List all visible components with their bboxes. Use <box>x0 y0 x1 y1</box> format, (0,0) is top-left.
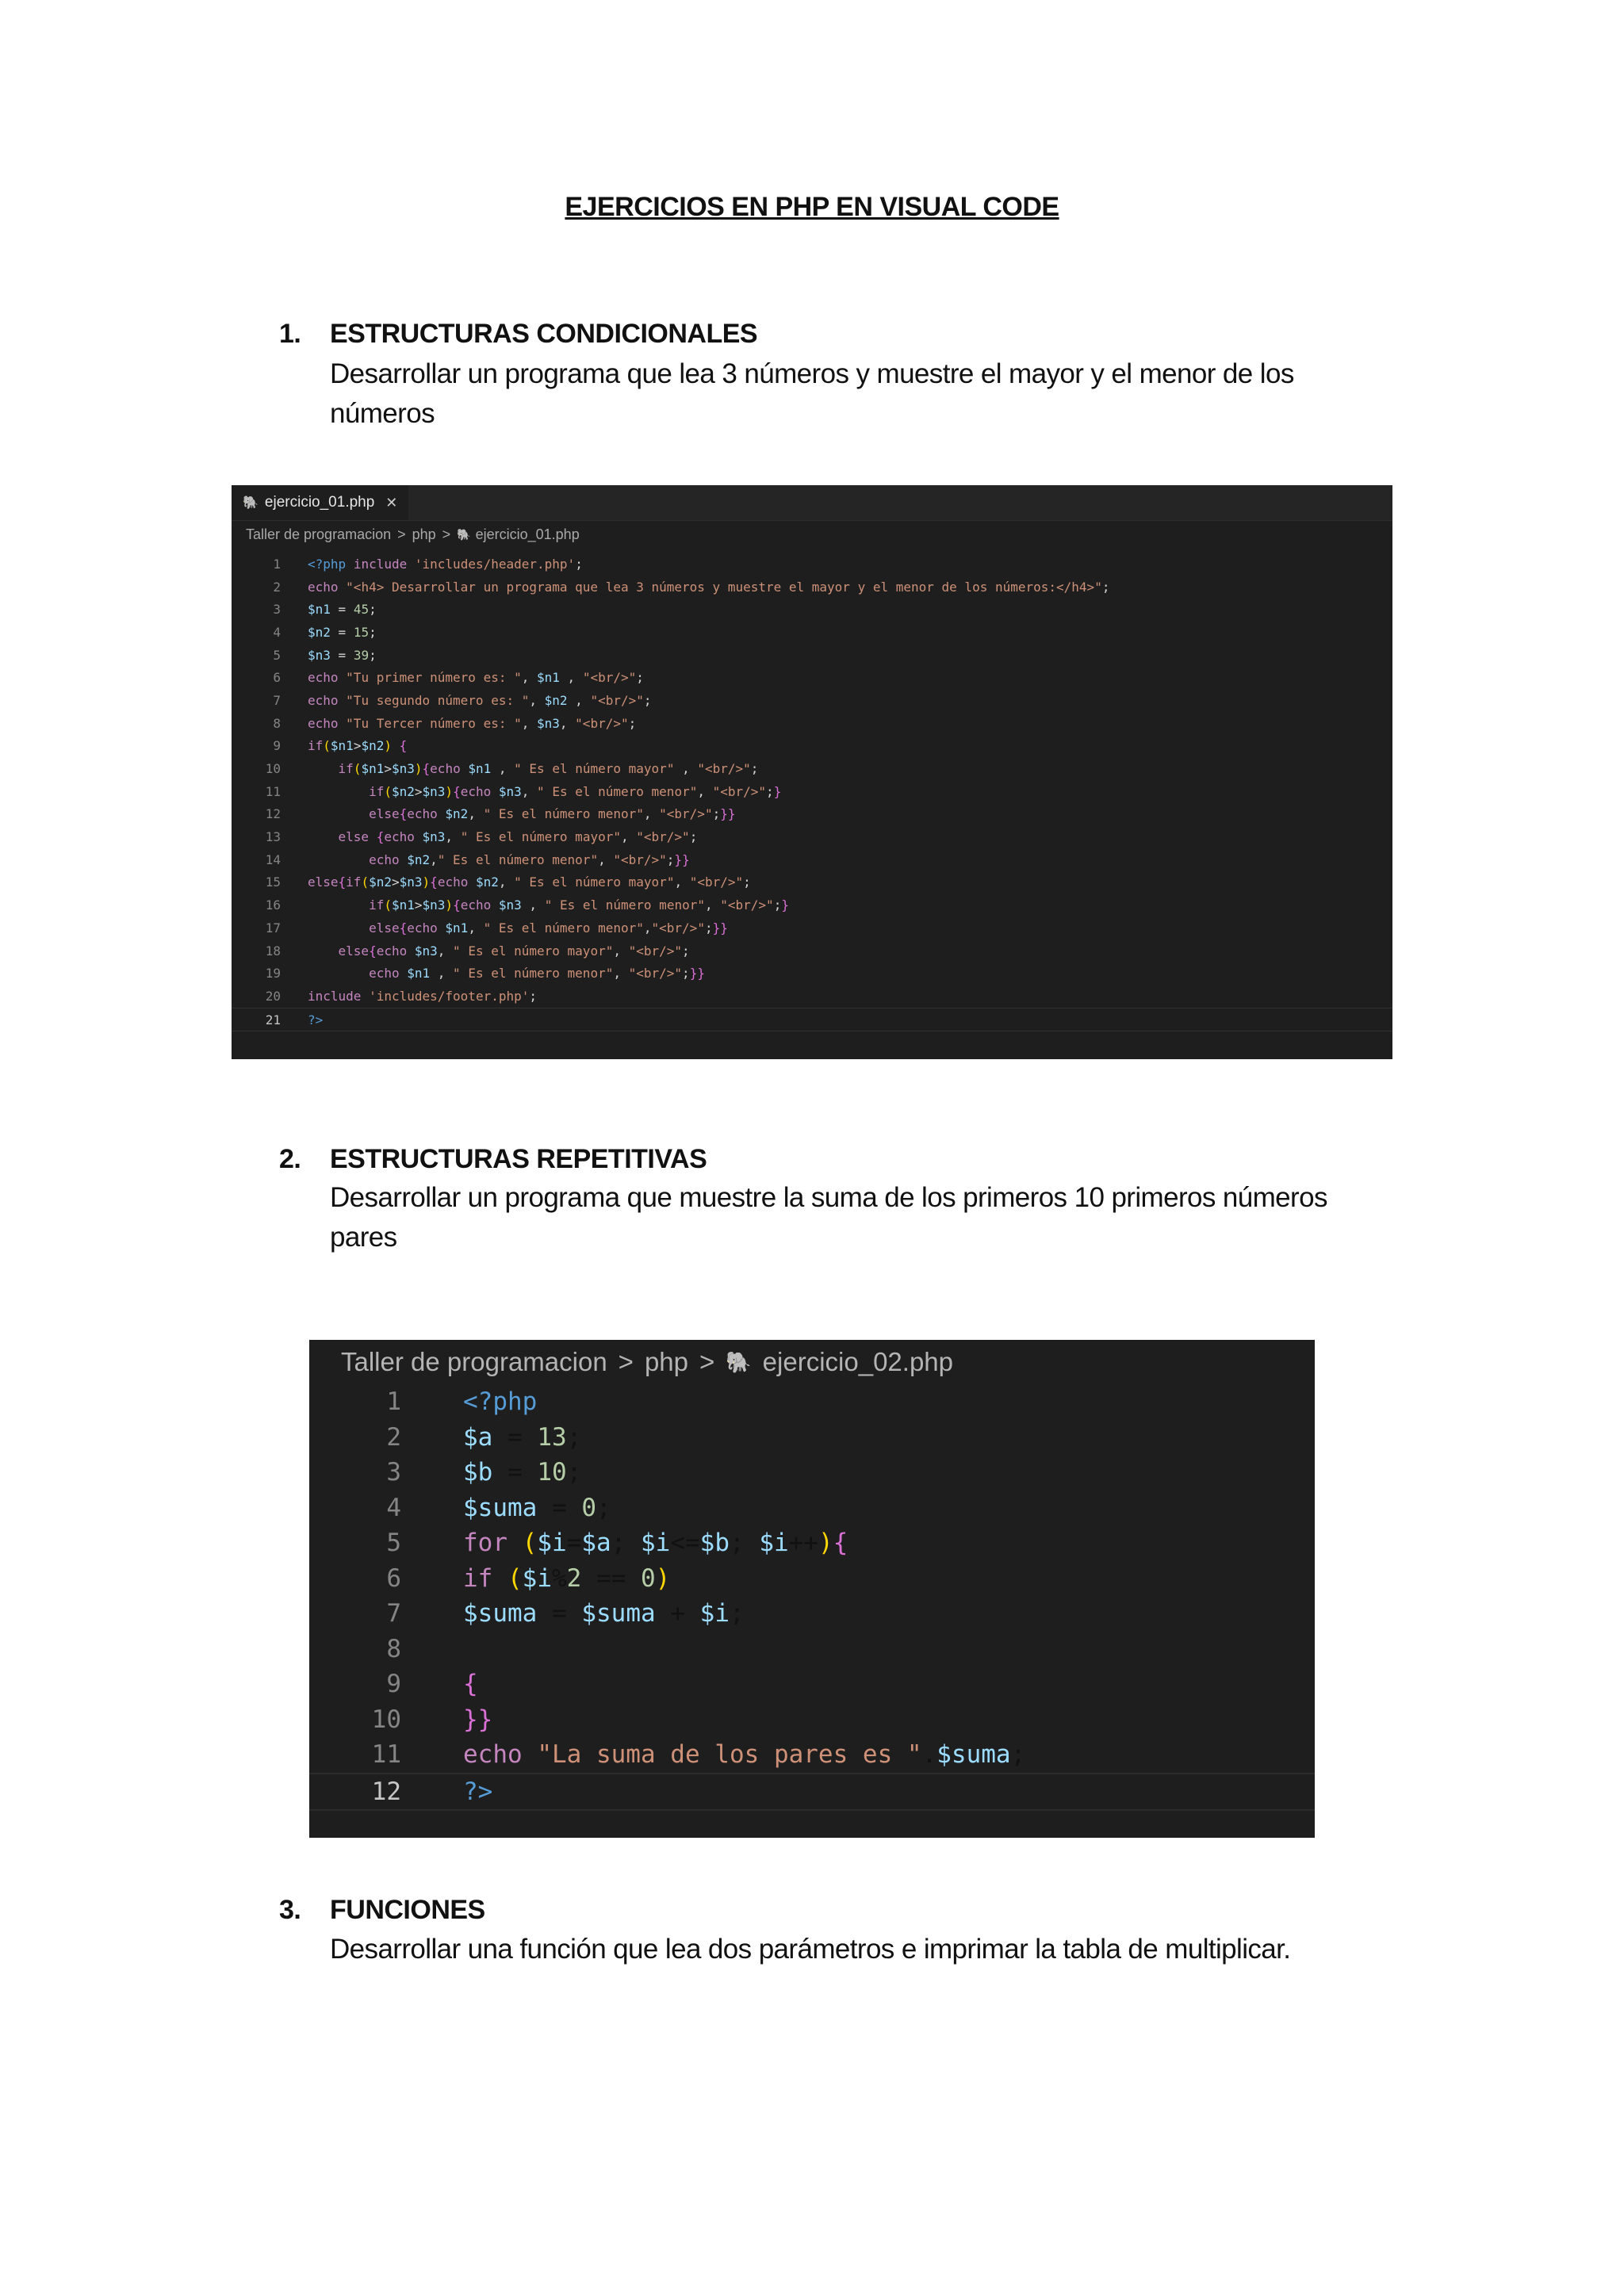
section-number: 1. <box>279 319 301 349</box>
code-text: include 'includes/footer.php'; <box>308 988 538 1004</box>
line-number: 1 <box>386 1387 401 1417</box>
line-number: 5 <box>273 647 281 663</box>
line-number: 6 <box>386 1563 401 1593</box>
code-text: }} <box>463 1705 493 1734</box>
code-text: ?> <box>308 1012 324 1027</box>
breadcrumb-item[interactable]: Taller de programacion <box>246 526 392 542</box>
code-line[interactable] <box>309 1702 1315 1738</box>
code-text: $a = 13; <box>463 1422 582 1452</box>
php-file-icon: 🐘 <box>457 527 471 541</box>
code-text: if ($i%2 == 0) <box>463 1563 671 1593</box>
code-text: else {echo $n3, " Es el número mayor", "<br/>"; <box>338 829 698 845</box>
line-number: 15 <box>265 874 281 890</box>
code-text: $n2 = 15; <box>308 624 377 640</box>
code-text: echo "Tu segundo número es: ", $n2 , "<br/>"; <box>308 692 652 708</box>
line-number: 12 <box>371 1777 401 1806</box>
code-text: $suma = $suma + $i; <box>463 1599 745 1628</box>
code-text: else{if($n2>$n3){echo $n2, " Es el número mayor", "<br/>"; <box>308 874 751 890</box>
section-1-heading <box>279 319 757 350</box>
code-line[interactable] <box>232 848 1392 871</box>
line-number: 6 <box>273 670 281 686</box>
line-number: 18 <box>265 943 281 959</box>
line-number: 7 <box>273 692 281 708</box>
breadcrumb-item[interactable]: ejercicio_02.php <box>762 1347 954 1376</box>
code-line[interactable] <box>309 1667 1315 1702</box>
code-line[interactable] <box>309 1420 1315 1456</box>
code-line[interactable] <box>309 1632 1315 1667</box>
code-text: $b = 10; <box>463 1458 582 1487</box>
line-number: 21 <box>265 1012 281 1027</box>
line-number: 14 <box>265 851 281 867</box>
section-title: ESTRUCTURAS CONDICIONALES <box>330 319 758 349</box>
code-line[interactable] <box>232 621 1392 644</box>
line-number: 20 <box>265 988 281 1004</box>
breadcrumb-item[interactable]: php <box>412 526 436 542</box>
section-number: 2. <box>279 1144 301 1174</box>
code-area[interactable] <box>232 548 1392 1031</box>
code-line[interactable] <box>232 735 1392 758</box>
code-text: for ($i=$a; $i<=$b; $i++){ <box>463 1529 848 1558</box>
code-line[interactable] <box>309 1737 1315 1773</box>
code-line[interactable] <box>309 1525 1315 1561</box>
section-3-heading <box>279 1895 485 1926</box>
line-number: 13 <box>265 829 281 845</box>
line-number: 3 <box>273 602 281 618</box>
code-text: if($n1>$n2) { <box>308 738 408 754</box>
code-line[interactable] <box>232 894 1392 916</box>
code-line[interactable] <box>309 1596 1315 1632</box>
breadcrumb-separator: > <box>397 526 406 542</box>
close-icon[interactable]: ✕ <box>385 494 398 511</box>
code-line[interactable] <box>232 644 1392 667</box>
section-1-description: Desarrollar un programa que lea 3 números y muestre el mayor y el menor de los números <box>330 358 1294 429</box>
php-file-icon: 🐘 <box>243 496 259 510</box>
code-line[interactable] <box>309 1490 1315 1526</box>
breadcrumb-item[interactable]: ejercicio_01.php <box>475 526 580 542</box>
line-number: 8 <box>273 715 281 731</box>
editor-tab[interactable] <box>232 485 408 520</box>
line-number: 5 <box>386 1529 401 1558</box>
line-number: 11 <box>371 1740 401 1770</box>
breadcrumb <box>309 1340 1315 1384</box>
line-number: 2 <box>273 579 281 595</box>
line-number: 4 <box>386 1493 401 1522</box>
code-text: { <box>463 1670 478 1699</box>
code-line[interactable] <box>232 780 1392 803</box>
code-line[interactable] <box>232 825 1392 848</box>
code-text: else{echo $n2, " Es el número menor", "<br/>";}} <box>369 806 736 822</box>
code-text: else{echo $n1, " Es el número menor","<br/>";}} <box>369 920 728 936</box>
code-text: $n1 = 45; <box>308 602 377 618</box>
section-title: ESTRUCTURAS REPETITIVAS <box>330 1144 707 1174</box>
line-number: 12 <box>265 806 281 822</box>
code-line[interactable] <box>232 871 1392 894</box>
code-text: ?> <box>463 1777 493 1806</box>
section-number: 3. <box>279 1895 301 1925</box>
code-line[interactable] <box>232 553 1392 576</box>
breadcrumb-item[interactable]: Taller de programacion <box>341 1347 607 1376</box>
code-text: <?php <box>463 1387 538 1417</box>
code-text: $suma = 0; <box>463 1493 611 1522</box>
code-line[interactable] <box>309 1561 1315 1597</box>
code-area[interactable] <box>309 1384 1315 1811</box>
code-line[interactable] <box>232 939 1392 962</box>
code-line[interactable] <box>232 666 1392 689</box>
php-file-icon: 🐘 <box>726 1349 752 1374</box>
line-number: 1 <box>273 556 281 572</box>
tab-label: ejercicio_01.php <box>264 494 375 511</box>
breadcrumb-separator: > <box>442 526 451 542</box>
code-text: if($n1>$n3){echo $n1 , " Es el número mayor" , "<br/>"; <box>338 761 759 777</box>
editor-tab-bar <box>232 485 1392 521</box>
line-number: 2 <box>386 1422 401 1452</box>
line-number: 7 <box>386 1599 401 1628</box>
breadcrumb-separator: > <box>699 1347 715 1376</box>
breadcrumb-item[interactable]: php <box>644 1347 689 1376</box>
code-text: echo $n2," Es el número menor", "<br/>";}} <box>369 851 690 867</box>
code-line[interactable] <box>232 1008 1392 1032</box>
code-text: if($n1>$n3){echo $n3 , " Es el número menor", "<br/>";} <box>369 897 789 913</box>
code-line[interactable] <box>232 916 1392 939</box>
line-number: 8 <box>386 1634 401 1663</box>
line-number: 19 <box>265 966 281 982</box>
section-title: FUNCIONES <box>330 1895 485 1925</box>
line-number: 16 <box>265 897 281 913</box>
code-line[interactable] <box>232 985 1392 1008</box>
section-3-description: Desarrollar una función que lea dos parámetros e imprimar la tabla de multiplicar. <box>330 1934 1291 1965</box>
line-number: 9 <box>273 738 281 754</box>
section-2-description: Desarrollar un programa que muestre la suma de los primeros 10 primeros números pares <box>330 1182 1327 1253</box>
code-text: <?php include 'includes/header.php'; <box>308 556 583 572</box>
code-text: echo "Tu Tercer número es: ", $n3, "<br/>"; <box>308 715 637 731</box>
code-line[interactable] <box>309 1384 1315 1420</box>
code-text: if($n2>$n3){echo $n3, " Es el número menor", "<br/>";} <box>369 783 782 799</box>
code-text: echo $n1 , " Es el número menor", "<br/>";}} <box>369 966 705 982</box>
code-text: echo "La suma de los pares es ".$suma; <box>463 1740 1026 1770</box>
line-number: 9 <box>386 1670 401 1699</box>
code-text: $n3 = 39; <box>308 647 377 663</box>
code-line[interactable] <box>232 689 1392 712</box>
code-line[interactable] <box>232 962 1392 985</box>
line-number: 17 <box>265 920 281 936</box>
code-line[interactable] <box>232 757 1392 780</box>
line-number: 10 <box>371 1705 401 1734</box>
code-editor-screenshot-1 <box>232 485 1392 1059</box>
code-line[interactable] <box>232 712 1392 735</box>
code-text: else{echo $n3, " Es el número mayor", "<br/>"; <box>338 943 690 959</box>
line-number: 10 <box>265 761 281 777</box>
code-line[interactable] <box>232 803 1392 826</box>
line-number: 11 <box>265 783 281 799</box>
breadcrumb-separator: > <box>618 1347 634 1376</box>
code-text: echo "Tu primer número es: ", $n1 , "<br/>"; <box>308 670 644 686</box>
line-number: 4 <box>273 624 281 640</box>
code-line[interactable] <box>309 1455 1315 1490</box>
code-text: echo "<h4> Desarrollar un programa que lea 3 números y muestre el mayor y el menor de los números:</h4>"; <box>308 579 1110 595</box>
line-number: 3 <box>386 1458 401 1487</box>
code-line[interactable] <box>232 576 1392 599</box>
code-line[interactable] <box>309 1773 1315 1812</box>
code-editor-screenshot-2 <box>309 1340 1315 1838</box>
document-title: EJERCICIOS EN PHP EN VISUAL CODE <box>565 192 1059 222</box>
breadcrumb <box>232 521 1392 548</box>
code-line[interactable] <box>232 598 1392 621</box>
section-2-heading <box>279 1144 707 1175</box>
